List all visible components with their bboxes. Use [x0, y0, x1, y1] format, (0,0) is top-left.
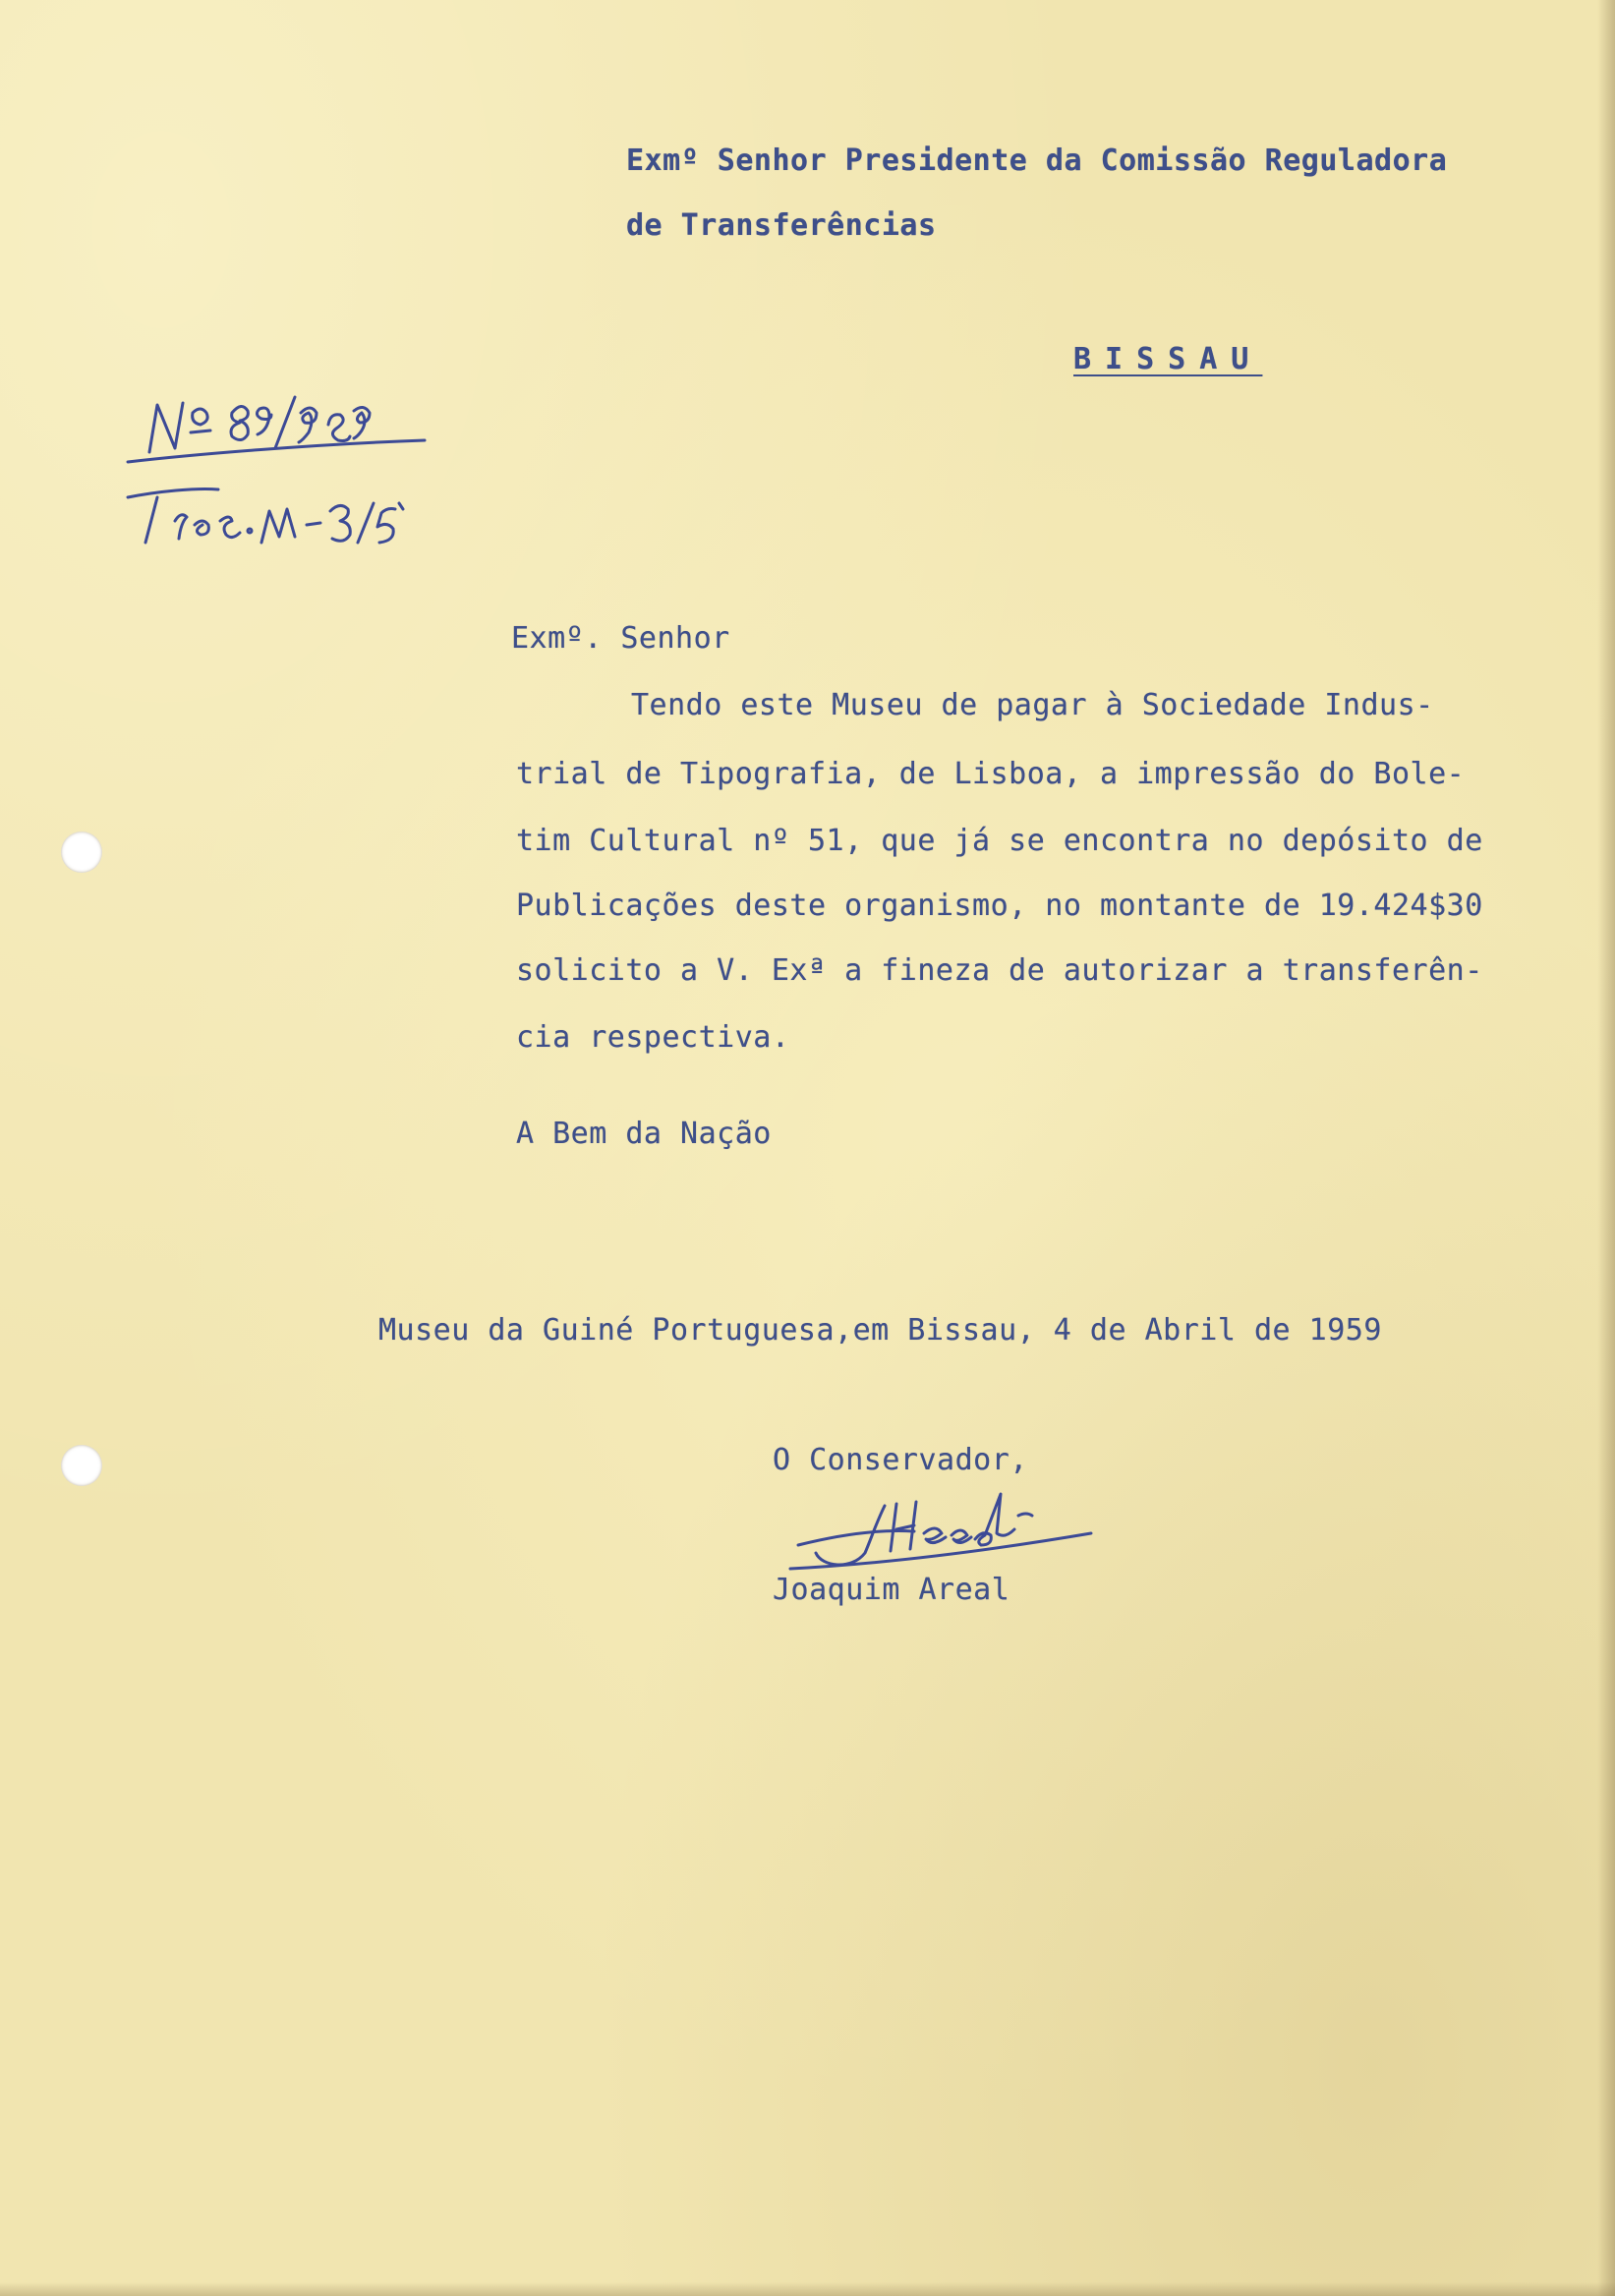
signatory-name: Joaquim Areal: [773, 1573, 1010, 1607]
salutation: Exmº. Senhor: [511, 621, 730, 656]
addressee-line-1: Exmº Senhor Presidente da Comissão Reguladora: [626, 144, 1448, 178]
body-line-4: Publicações deste organismo, no montante de 19.424$30: [516, 889, 1483, 923]
body-line-5: solicito a V. Exª a fineza de autorizar a transferên-: [516, 953, 1483, 988]
city-heading: BISSAU: [1073, 342, 1263, 376]
closing-formula: A Bem da Nação: [516, 1117, 772, 1151]
body-line-6: cia respectiva.: [516, 1020, 790, 1055]
body-line-1: Tendo este Museu de pagar à Sociedade Indus-: [631, 688, 1434, 722]
body-line-2: trial de Tipografia, de Lisboa, a impressão do Bole-: [516, 757, 1466, 791]
body-line-3: tim Cultural nº 51, que já se encontra no depósito de: [516, 824, 1483, 858]
addressee-line-2: de Transferências: [626, 208, 937, 243]
place-and-date: Museu da Guiné Portuguesa,em Bissau, 4 de Abril de 1959: [378, 1313, 1382, 1348]
signatory-title: O Conservador,: [773, 1443, 1028, 1477]
